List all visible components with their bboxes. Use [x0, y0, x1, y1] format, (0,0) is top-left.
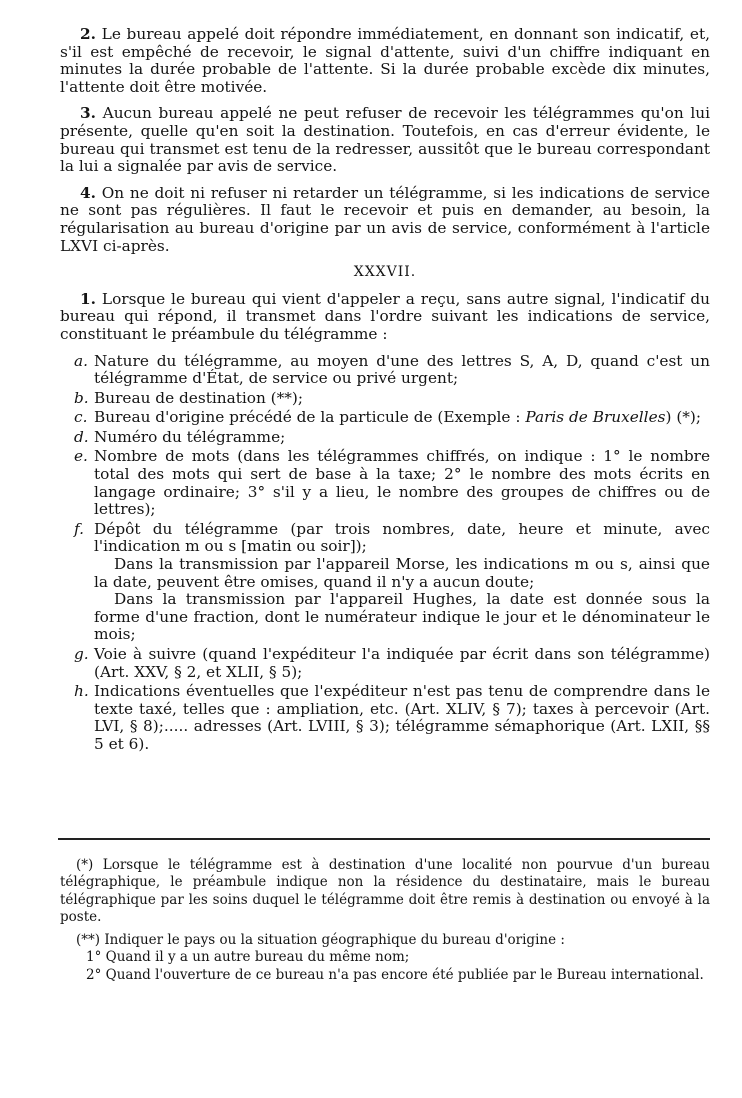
footnote-subitem: 2° Quand l'ouverture de ce bureau n'a pas encore été publiée par le Bureau international.	[86, 966, 704, 983]
item-text-wrapper	[94, 409, 710, 427]
paragraph-text: Aucun bureau appelé ne peut refuser de recevoir les télégrammes qu'on lui présente, quelle qu'en soit la destination. Toutefois, en cas d'erreur évidente, le bureau qui transmet est tenu de la redresser, aussitôt que le bureau correspondant la lui a signalée par avis de service.	[60, 104, 710, 176]
list-item	[74, 519, 710, 644]
item-letter: e.	[74, 447, 88, 466]
item-text: Nature du télégramme, au moyen d'une des lettres S, A, D, quand c'est un télégramme d'État, de service ou privé urgent;	[94, 351, 710, 388]
paragraph-text: On ne doit ni refuser ni retarder un télégramme, si les indications de service ne sont pas régulières. Il faut le recevoir et puis en demander, au besoin, la régularisation au bureau d'origine par un avis de service, conformément à l'article LXVI ci-après.	[60, 183, 710, 255]
section-title: XXXVII.	[353, 264, 417, 281]
list-item	[74, 447, 710, 519]
item-letter: a.	[74, 351, 88, 370]
item-subparagraph: Dans la transmission par l'appareil Morse, les indications m ou s, ainsi que la date, peuvent être omises, quand il n'y a aucun doute;	[94, 555, 710, 591]
paragraph-number: 4.	[80, 183, 96, 202]
paragraph-number: 3.	[80, 104, 96, 123]
list-item	[74, 388, 710, 408]
item-text: Dépôt du télégramme (par trois nombres, date, heure et minute, avec l'indication m ou s [matin ou soir]);	[94, 519, 710, 556]
item-letter: h.	[74, 682, 89, 701]
item-example: Paris de Bruxelles	[525, 408, 666, 427]
paragraph-2	[60, 26, 710, 96]
item-text: Indications éventuelles que l'expéditeur n'est pas tenu de comprendre dans le texte taxé, telles que : ampliation, etc. (Art. XLIV, § 7); taxes à percevoir (Art. LVI, § 8);..... adresses (Art. LVIII, § 3); télégramme sémaphorique (Art. LXII, §§ 5 et 6).	[94, 682, 710, 753]
paragraph-4	[60, 185, 710, 255]
list-item	[74, 351, 710, 388]
paragraph-number: 2.	[80, 25, 96, 43]
item-text: Bureau d'origine précédé de la particule de (Exemple :	[94, 408, 526, 427]
item-text: Bureau de destination (**);	[94, 388, 304, 407]
item-subparagraph: Dans la transmission par l'appareil Hughes, la date est donnée sous la forme d'une fraction, dont le numérateur indique le jour et le dénominateur le mois;	[94, 590, 710, 644]
paragraph-number: 1.	[80, 289, 96, 308]
paragraph-3	[60, 105, 710, 175]
item-text-after: ) (*);	[665, 408, 702, 427]
paragraph-text: Le bureau appelé doit répondre immédiatement, en donnant son indicatif, et, s'il est empêché de recevoir, le signal d'attente, suivi d'un chiffre indiquant en minutes la durée probable de l'attente. Si la durée probable excède dix minutes, l'attente doit être motivée.	[60, 25, 710, 96]
list-item	[74, 408, 710, 427]
footnote-divider	[58, 838, 710, 840]
list-item	[74, 427, 710, 447]
footnote-subitem: 1° Quand il y a un autre bureau du même nom;	[86, 949, 410, 966]
document-body	[60, 26, 710, 756]
item-letter: b.	[74, 388, 89, 407]
item-letter: f.	[74, 519, 84, 538]
item-text: Numéro du télégramme;	[94, 427, 286, 446]
footnote-sublist	[86, 949, 710, 984]
item-text: Voie à suivre (quand l'expéditeur l'a indiquée par écrit dans son télégramme) (Art. XXV, § 2, et XLII, § 5);	[94, 645, 710, 681]
footnote-single-star: (*) Lorsque le télégramme est à destination d'une localité non pourvue d'un bureau télégraphique, le préambule indique non la résidence du destinataire, mais le bureau télégraphique par les soins duquel le télégramme doit être remis à destination ou envoyé à la poste.	[60, 857, 710, 925]
item-letter: g.	[74, 645, 89, 663]
section-paragraph-1	[60, 291, 710, 344]
list-item	[74, 682, 710, 753]
paragraph-text: Lorsque le bureau qui vient d'appeler a reçu, sans autre signal, l'indicatif du bureau qui répond, il transmet dans l'ordre suivant les indications de service, constituant le préambule du télégramme :	[60, 289, 710, 343]
footnotes	[60, 857, 710, 984]
preamble-items-list	[74, 351, 710, 754]
list-item	[74, 645, 710, 681]
footnote-double-star: (**) Indiquer le pays ou la situation géographique du bureau d'origine :	[76, 932, 565, 949]
item-letter: d.	[74, 427, 89, 446]
item-letter: c.	[74, 408, 88, 427]
item-text: Nombre de mots (dans les télégrammes chiffrés, on indique : 1° le nombre total des mots qui sert de base à la taxe; 2° le nombre des mots écrits en langage ordinaire; 3° s'il y a lieu, le nombre des groupes de chiffres ou de lettres);	[94, 447, 710, 519]
